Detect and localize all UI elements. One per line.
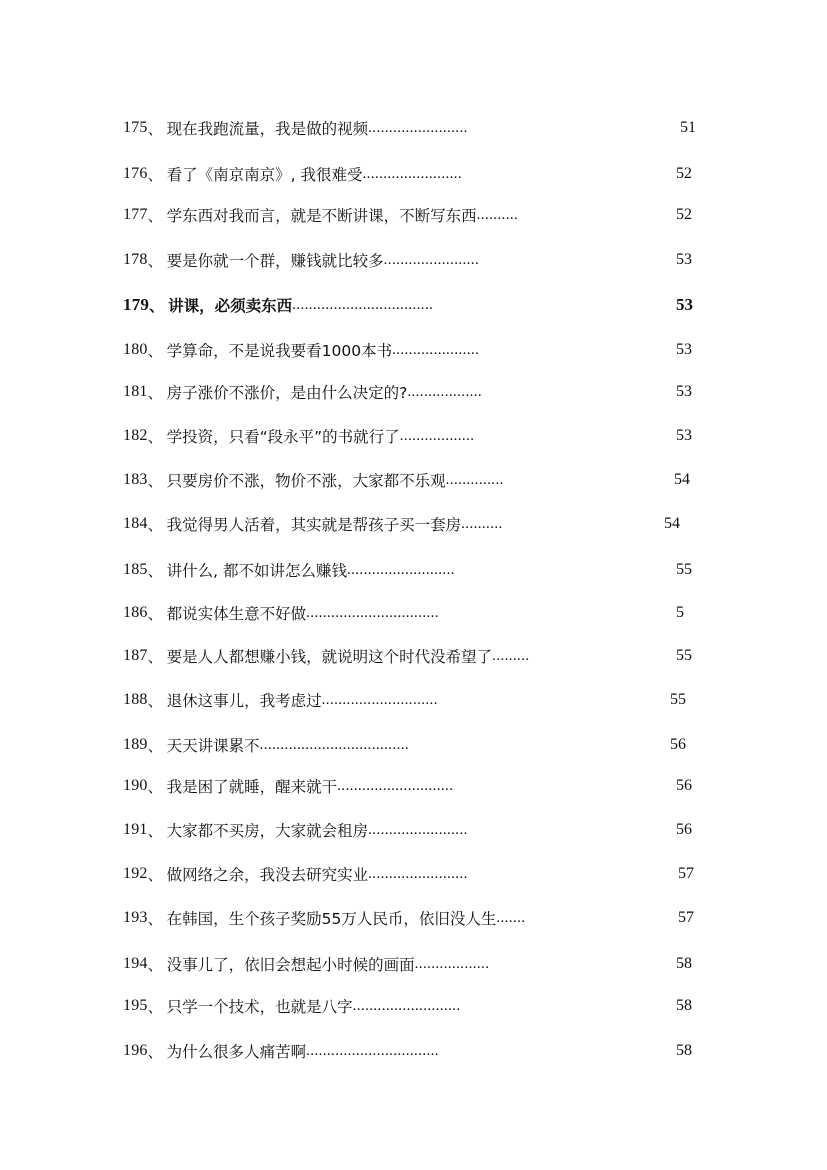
entry-number: 184 xyxy=(123,515,148,532)
entry-title: 都说实体生意不好做 xyxy=(166,605,307,623)
toc-page-191: 56 xyxy=(676,821,692,838)
toc-page-194: 58 xyxy=(676,955,692,972)
entry-separator: 、 xyxy=(147,515,163,534)
entry-title: 讲课，必须卖东西 xyxy=(168,297,293,315)
toc-page-190: 56 xyxy=(676,777,692,794)
toc-page-196: 58 xyxy=(676,1042,692,1059)
entry-separator: 、 xyxy=(147,561,163,580)
toc-page-186: 5 xyxy=(676,604,684,621)
entry-title: 房子涨价不涨价，是由什么决定的? xyxy=(166,384,408,402)
toc-entry-187[interactable] xyxy=(123,643,530,669)
entry-separator: 、 xyxy=(147,647,163,666)
entry-title: 天天讲课累不 xyxy=(166,737,260,755)
toc-entry-191[interactable] xyxy=(123,817,468,843)
toc-entry-182[interactable] xyxy=(123,423,474,449)
entry-number: 193 xyxy=(123,909,148,926)
entry-title: 学算命，不是说我要看1000本书 xyxy=(166,342,393,360)
entry-leader-dots: .................................. xyxy=(292,296,434,313)
entry-title: 要是你就一个群，赚钱就比较多 xyxy=(166,252,384,270)
toc-page-175: 51 xyxy=(680,119,696,136)
entry-separator: 、 xyxy=(149,296,165,315)
entry-title: 现在我跑流量，我是做的视频 xyxy=(166,120,369,138)
toc-page-182: 53 xyxy=(676,427,692,444)
entry-leader-dots: ................................ xyxy=(306,1042,439,1059)
entry-separator: 、 xyxy=(147,997,163,1016)
toc-entry-180[interactable] xyxy=(123,337,479,363)
entry-number: 188 xyxy=(123,691,148,708)
toc-page-184: 54 xyxy=(664,515,680,532)
toc-entry-186[interactable] xyxy=(123,600,439,626)
toc-entry-175[interactable] xyxy=(123,115,468,141)
toc-entry-193[interactable] xyxy=(123,905,525,931)
entry-separator: 、 xyxy=(147,1042,163,1061)
toc-entry-190[interactable] xyxy=(123,773,453,799)
toc-page-189: 56 xyxy=(670,736,686,753)
entry-separator: 、 xyxy=(147,471,163,490)
entry-number: 189 xyxy=(123,736,148,753)
toc-page-180: 53 xyxy=(676,341,692,358)
entry-title: 讲什么, 都不如讲怎么赚钱 xyxy=(166,562,347,580)
toc-entry-185[interactable] xyxy=(123,557,455,583)
entry-leader-dots: .......................... xyxy=(352,997,461,1014)
entry-separator: 、 xyxy=(147,736,163,755)
entry-title: 学投资，只看“段永平”的书就行了 xyxy=(166,428,400,446)
entry-leader-dots: .................. xyxy=(414,955,490,972)
entry-separator: 、 xyxy=(147,604,163,623)
entry-leader-dots: ........................ xyxy=(368,865,468,882)
entry-separator: 、 xyxy=(147,251,163,270)
entry-separator: 、 xyxy=(147,691,163,710)
entry-separator: 、 xyxy=(147,206,163,225)
entry-leader-dots: .................. xyxy=(399,427,475,444)
entry-separator: 、 xyxy=(147,909,163,928)
entry-title: 看了《南京南京》, 我很难受 xyxy=(166,166,363,184)
entry-separator: 、 xyxy=(147,119,163,138)
toc-entry-189[interactable] xyxy=(123,732,409,758)
toc-entry-196[interactable] xyxy=(123,1038,439,1064)
entry-leader-dots: ....... xyxy=(496,909,526,926)
entry-leader-dots: ....................... xyxy=(383,251,480,268)
entry-separator: 、 xyxy=(147,383,163,402)
toc-page-183: 54 xyxy=(674,471,690,488)
toc-page-192: 57 xyxy=(678,865,694,882)
entry-title: 在韩国，生个孩子奖励55万人民币，依旧没人生 xyxy=(166,910,497,928)
toc-entry-177[interactable] xyxy=(123,202,518,228)
entry-number: 177 xyxy=(123,206,148,223)
entry-leader-dots: ................................ xyxy=(306,604,439,621)
entry-number: 180 xyxy=(123,341,148,358)
entry-title: 为什么很多人痛苦啊 xyxy=(166,1043,307,1061)
entry-number: 191 xyxy=(123,821,148,838)
toc-entry-192[interactable] xyxy=(123,861,468,887)
entry-title: 要是人人都想赚小钱，就说明这个时代没希望了 xyxy=(166,648,493,666)
toc-entry-178[interactable] xyxy=(123,247,479,273)
toc-entry-179[interactable] xyxy=(123,292,433,318)
entry-title: 没事儿了，依旧会想起小时候的画面 xyxy=(166,956,415,974)
entry-number: 183 xyxy=(123,471,148,488)
entry-title: 做网络之余，我没去研究实业 xyxy=(166,866,369,884)
entry-number: 185 xyxy=(123,561,148,578)
entry-number: 187 xyxy=(123,647,148,664)
entry-leader-dots: ......... xyxy=(492,647,530,664)
entry-title: 我是困了就睡，醒来就干 xyxy=(166,778,338,796)
entry-separator: 、 xyxy=(147,821,163,840)
entry-leader-dots: .............. xyxy=(445,471,504,488)
toc-page-177: 52 xyxy=(676,206,692,223)
entry-leader-dots: ........................ xyxy=(368,119,468,136)
toc-page-185: 55 xyxy=(676,561,692,578)
toc-entry-183[interactable] xyxy=(123,467,504,493)
entry-leader-dots: .......................... xyxy=(346,561,455,578)
entry-leader-dots: ..................... xyxy=(392,341,480,358)
entry-leader-dots: ............................ xyxy=(321,691,438,708)
toc-page-181: 53 xyxy=(676,383,692,400)
entry-separator: 、 xyxy=(147,165,163,184)
toc-entry-176[interactable] xyxy=(123,161,462,187)
entry-number: 195 xyxy=(123,997,148,1014)
entry-number: 178 xyxy=(123,251,148,268)
entry-separator: 、 xyxy=(147,777,163,796)
entry-title: 学东西对我而言，就是不断讲课，不断写东西 xyxy=(166,207,477,225)
entry-leader-dots: ............................ xyxy=(337,777,454,794)
entry-leader-dots: .......... xyxy=(476,206,519,223)
entry-number: 192 xyxy=(123,865,148,882)
entry-separator: 、 xyxy=(147,865,163,884)
entry-separator: 、 xyxy=(147,955,163,974)
entry-title: 退休这事儿，我考虑过 xyxy=(166,692,322,710)
entry-leader-dots: .................. xyxy=(407,383,483,400)
entry-title: 只学一个技术，也就是八字 xyxy=(166,998,353,1016)
entry-title: 只要房价不涨，物价不涨，大家都不乐观 xyxy=(166,472,446,490)
entry-number: 175 xyxy=(123,119,148,136)
entry-title: 我觉得男人活着，其实就是帮孩子买一套房 xyxy=(166,516,462,534)
toc-entry-184[interactable] xyxy=(123,511,503,537)
entry-number: 196 xyxy=(123,1042,148,1059)
toc-page-187: 55 xyxy=(676,647,692,664)
toc-page-195: 58 xyxy=(676,997,692,1014)
entry-title: 大家都不买房，大家就会租房 xyxy=(166,822,369,840)
entry-number: 182 xyxy=(123,427,148,444)
entry-leader-dots: .................................... xyxy=(259,736,410,753)
entry-number: 181 xyxy=(123,383,148,400)
entry-separator: 、 xyxy=(147,427,163,446)
entry-leader-dots: ........................ xyxy=(362,165,463,182)
entry-leader-dots: .......... xyxy=(461,515,503,532)
entry-separator: 、 xyxy=(147,341,163,360)
toc-entry-181[interactable] xyxy=(123,379,482,405)
entry-leader-dots: ........................ xyxy=(368,821,468,838)
entry-number: 194 xyxy=(123,955,148,972)
entry-number: 179 xyxy=(123,295,150,314)
entry-number: 186 xyxy=(123,604,148,621)
entry-number: 176 xyxy=(123,165,148,182)
toc-page-176: 52 xyxy=(676,165,692,182)
toc-page-193: 57 xyxy=(678,909,694,926)
toc-page-178: 53 xyxy=(676,251,692,268)
toc-page-188: 55 xyxy=(670,691,686,708)
toc-entry-188[interactable] xyxy=(123,687,438,713)
toc-page-179: 53 xyxy=(676,295,693,314)
toc-entry-194[interactable] xyxy=(123,951,489,977)
entry-number: 190 xyxy=(123,777,148,794)
toc-entry-195[interactable] xyxy=(123,993,461,1019)
